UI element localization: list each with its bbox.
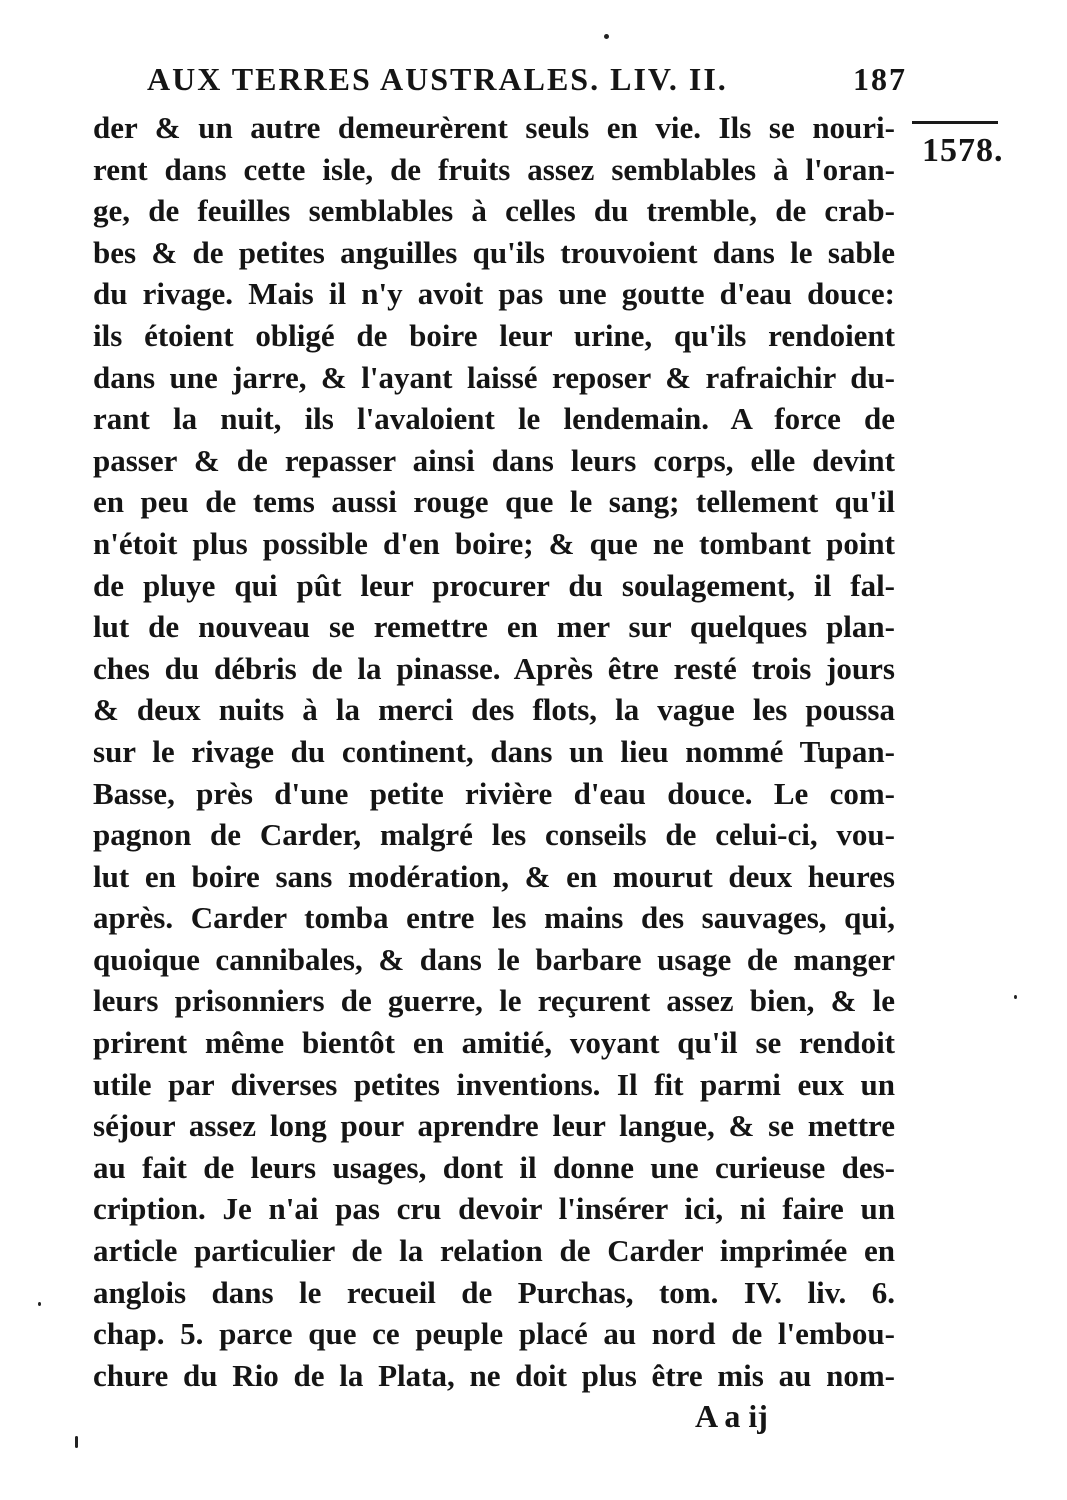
scan-speck: [1014, 995, 1017, 999]
text-line: chure du Rio de la Plata, ne doit plus être mis au nom-: [93, 1357, 895, 1393]
scan-speck: [604, 34, 609, 39]
text-line: ge, de feuilles semblables à celles du tremble, de crab-: [93, 193, 895, 229]
text-line: du rivage. Mais il n'y avoit pas une goutte d'eau douce:: [93, 276, 895, 312]
text-line: quoique cannibales, & dans le barbare usage de manger: [93, 941, 895, 977]
text-line: chap. 5. parce que ce peuple placé au nord de l'embou-: [93, 1316, 895, 1352]
text-line: bes & de petites anguilles qu'ils trouvoient dans le sable: [93, 234, 895, 270]
text-line: article particulier de la relation de Carder imprimée en: [93, 1233, 895, 1269]
text-line: lut de nouveau se remettre en mer sur quelques plan-: [93, 609, 895, 645]
scan-speck: [75, 1436, 78, 1448]
margin-year-note: 1578.: [922, 132, 1004, 169]
text-line: rent dans cette isle, de fruits assez semblables à l'oran-: [93, 151, 895, 187]
text-line: passer & de repasser ainsi dans leurs corps, elle devint: [93, 442, 895, 478]
text-line: sur le rivage du continent, dans un lieu nommé Tupan-: [93, 733, 895, 769]
text-line: séjour assez long pour aprendre leur langue, & se mettre: [93, 1108, 895, 1144]
body-text: [93, 107, 895, 1396]
margin-rule: [912, 121, 998, 124]
text-line: en peu de tems aussi rouge que le sang; tellement qu'il: [93, 484, 895, 520]
signature-mark: A a ij: [695, 1398, 768, 1434]
text-line: ches du débris de la pinasse. Après être resté trois jours: [93, 650, 895, 686]
running-head-title: AUX TERRES AUSTRALES. LIV. II.: [147, 61, 728, 97]
text-line: rant la nuit, ils l'avaloient le lendemain. A force de: [93, 401, 895, 437]
scan-speck: [38, 1302, 41, 1306]
page-number: 187: [853, 61, 907, 97]
text-line: de pluye qui pût leur procurer du soulagement, il fal-: [93, 567, 895, 603]
text-line: dans une jarre, & l'ayant laissé reposer & rafraichir du-: [93, 359, 895, 395]
text-line: cription. Je n'ai pas cru devoir l'insérer ici, ni faire un: [93, 1191, 895, 1227]
text-line: lut en boire sans modération, & en mourut deux heures: [93, 858, 895, 894]
text-line: pagnon de Carder, malgré les conseils de celui-ci, vou-: [93, 817, 895, 853]
text-line: leurs prisonniers de guerre, le reçurent assez bien, & le: [93, 983, 895, 1019]
text-line: & deux nuits à la merci des flots, la vague les poussa: [93, 692, 895, 728]
text-line: prirent même bientôt en amitié, voyant qu'il se rendoit: [93, 1025, 895, 1061]
text-line: der & un autre demeurèrent seuls en vie. Ils se nouri-: [93, 110, 895, 145]
text-line: au fait de leurs usages, dont il donne une curieuse des-: [93, 1149, 895, 1185]
text-line: n'étoit plus possible d'en boire; & que ne tombant point: [93, 525, 895, 561]
text-line: Basse, près d'une petite rivière d'eau douce. Le com-: [93, 775, 895, 811]
text-line: anglois dans le recueil de Purchas, tom. IV. liv. 6.: [93, 1274, 895, 1310]
text-line: après. Carder tomba entre les mains des sauvages, qui,: [93, 900, 895, 936]
running-head: [147, 55, 907, 107]
text-line: ils étoient obligé de boire leur urine, qu'ils rendoient: [93, 317, 895, 353]
text-line: utile par diverses petites inventions. Il fit parmi eux un: [93, 1066, 895, 1102]
